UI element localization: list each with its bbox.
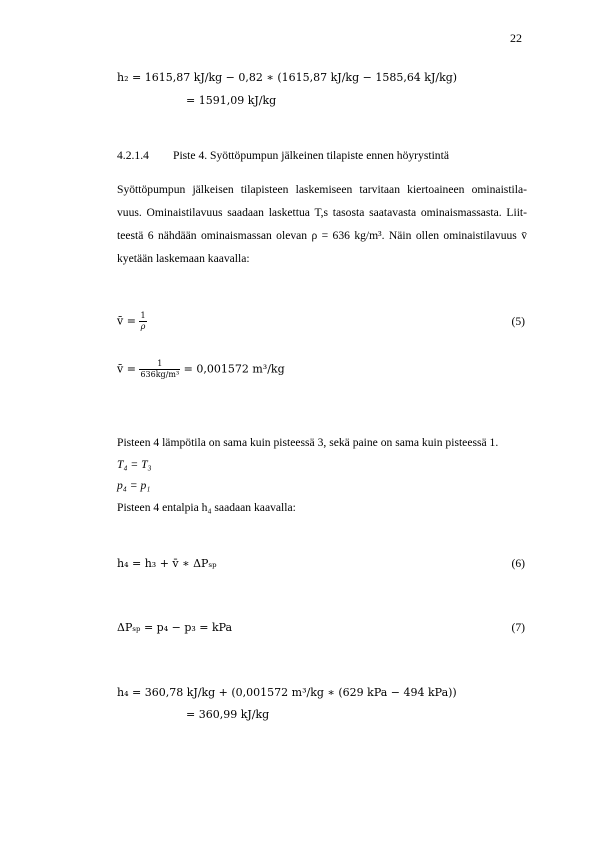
h4-equation-line1: h₄ = 360,78 kJ/kg + (0,001572 m³/kg ∗ (629 kPa − 494 kPa)) — [117, 686, 457, 699]
equation-5-fraction — [139, 311, 146, 332]
paragraph-specific-volume — [117, 178, 527, 270]
h2-equation-line2: = 1591,09 kJ/kg — [186, 94, 277, 107]
paragraph-line: Pisteen 4 entalpia h₄ saadaan kaavalla: — [117, 500, 296, 514]
equation-5-lhs: v̄ = — [117, 314, 136, 328]
equation-7: ΔPₛₚ = p₄ − p₃ = kPa — [117, 621, 233, 634]
calc-lhs: v̄ = — [117, 362, 136, 376]
paragraph-point-4 — [117, 432, 527, 518]
paragraph-line: Syöttöpumpun jälkeisen tilapisteen laskemiseen tarvitaan kiertoaineen ominaistila- — [117, 183, 527, 196]
paragraph-line: vuus. Ominaistilavuus saadaan laskettua T,s tasosta saatavasta ominaismassasta. Liit- — [117, 206, 527, 219]
pressure-equality: p₄ = p₁ — [117, 479, 151, 492]
equation-6-number: (6) — [511, 557, 525, 570]
calc-result: = 0,001572 m³/kg — [183, 362, 285, 376]
equation-5 — [117, 311, 147, 332]
h2-equation-line1: h₂ = 1615,87 kJ/kg − 0,82 ∗ (1615,87 kJ/kg − 1585,64 kJ/kg) — [117, 71, 458, 84]
section-number: 4.2.1.4 — [117, 149, 149, 162]
paragraph-line: teestä 6 nähdään ominaismassan olevan ρ = 636 kg/m³. Näin ollen ominaistilavuus v̄ — [117, 229, 527, 242]
fraction-denominator: ρ — [140, 322, 146, 331]
section-title: Piste 4. Syöttöpumpun jälkeinen tilapiste ennen höyrystintä — [173, 149, 449, 162]
fraction-numerator: 1 — [140, 311, 146, 320]
h4-equation-line2: = 360,99 kJ/kg — [186, 708, 270, 721]
fraction-numerator: 1 — [139, 359, 180, 370]
page-number: 22 — [510, 31, 522, 45]
fraction-denominator: 636kg/m³ — [140, 370, 180, 379]
equation-5-calculation — [117, 359, 285, 380]
paragraph-line: Pisteen 4 lämpötila on sama kuin pisteessä 3, sekä paine on sama kuin pisteessä 1. — [117, 436, 499, 449]
calc-fraction — [139, 359, 180, 380]
temperature-equality: T₄ = T₃ — [117, 457, 152, 471]
equation-5-number: (5) — [511, 315, 525, 328]
section-heading — [117, 149, 449, 162]
paragraph-line: kyetään laskemaan kaavalla: — [117, 252, 250, 265]
equation-7-number: (7) — [511, 621, 525, 634]
equation-6: h₄ = h₃ + v̄ ∗ ΔPₛₚ — [117, 557, 217, 570]
